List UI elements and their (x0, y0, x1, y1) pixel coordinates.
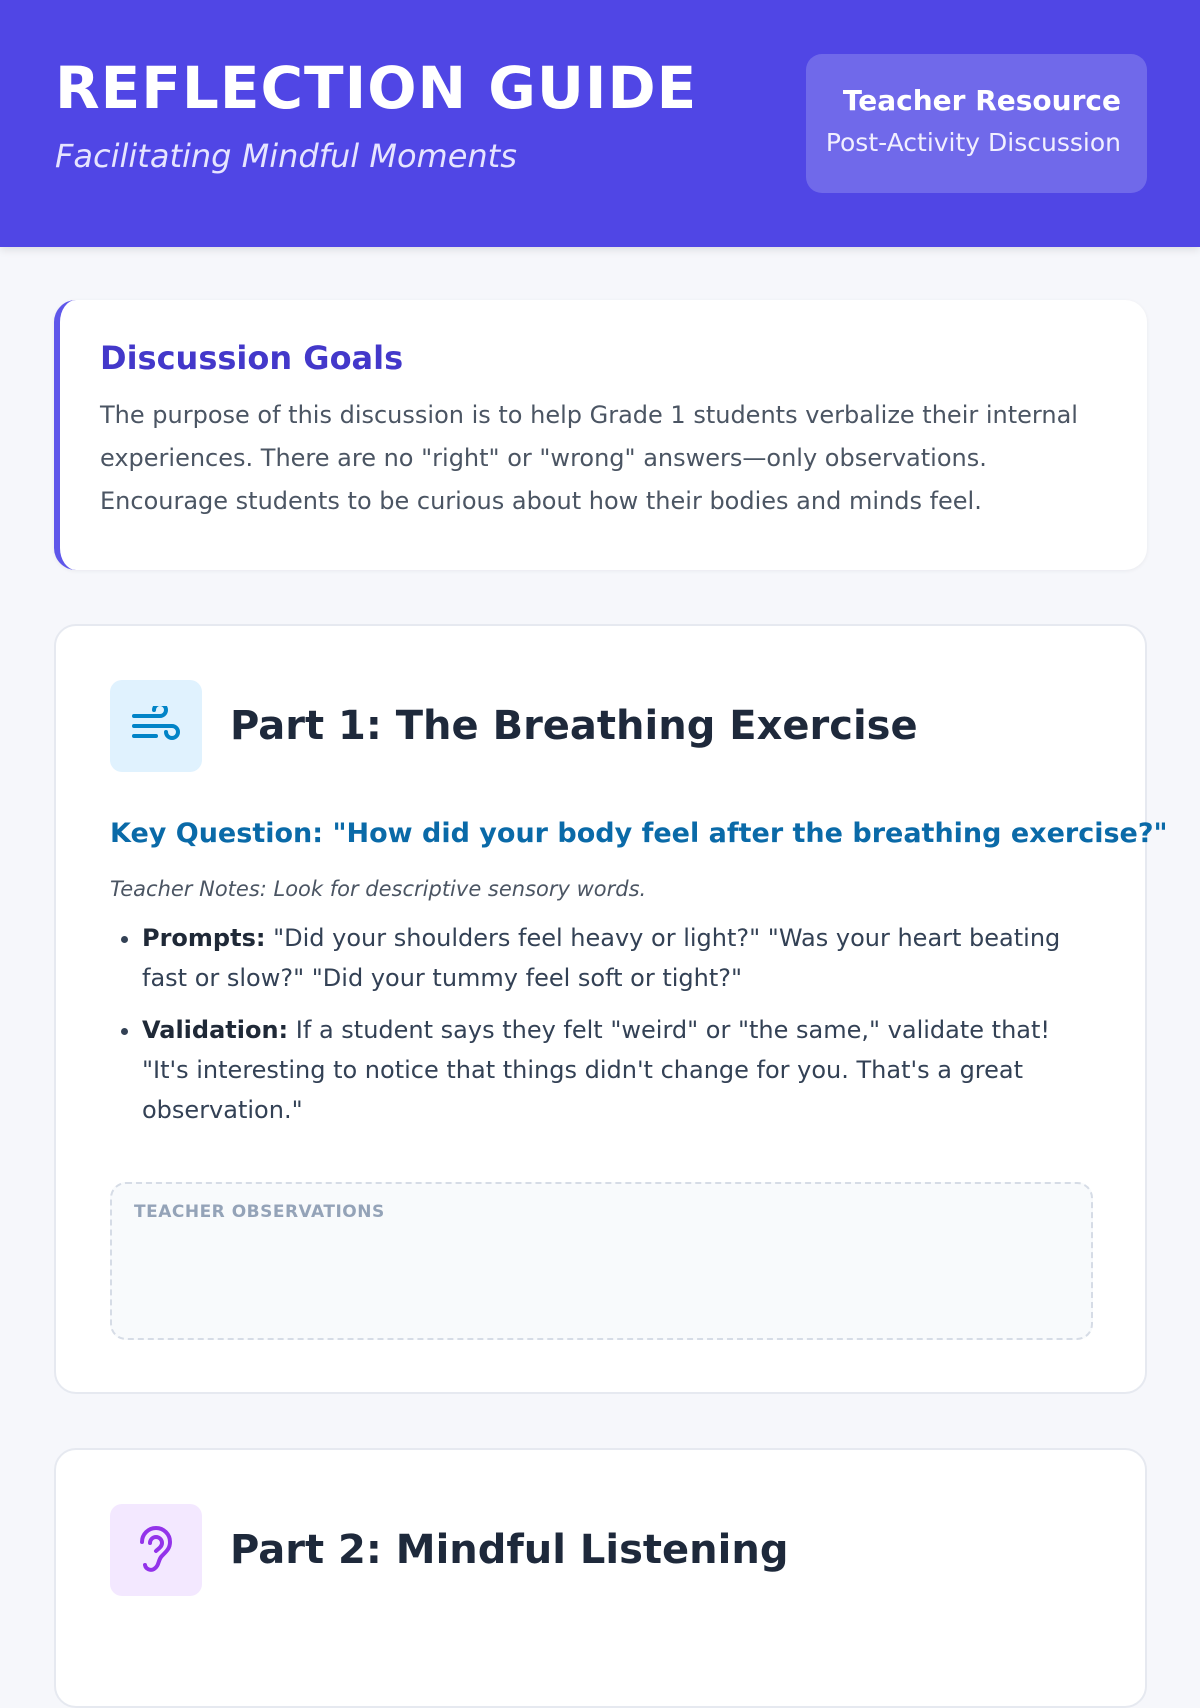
part-2-card (54, 1448, 1147, 1708)
discussion-goals-card (54, 300, 1147, 570)
part-1-title: Part 1: The Breathing Exercise (230, 703, 918, 749)
list-item-text: If a student says they felt "weird" or "the same," validate that! "It's interesting to notice that things didn't change for you. That's a great observation." (142, 1016, 1051, 1124)
teacher-notes: Teacher Notes: Look for descriptive sensory words. (110, 877, 647, 901)
resource-badge (806, 54, 1147, 193)
part-2-title: Part 2: Mindful Listening (230, 1527, 789, 1573)
wind-icon (110, 680, 202, 772)
list-item (142, 918, 1097, 998)
teacher-observations-field[interactable] (110, 1182, 1093, 1340)
list-item (142, 1010, 1097, 1130)
list-item-label: Validation: (142, 1016, 289, 1044)
page-title: REFLECTION GUIDE (55, 54, 698, 122)
teacher-observations-label: TEACHER OBSERVATIONS (134, 1202, 385, 1222)
list-item-label: Prompts: (142, 924, 266, 952)
part-2-header (110, 1504, 788, 1596)
badge-title: Teacher Resource (842, 84, 1121, 117)
key-question: Key Question: "How did your body feel after the breathing exercise?" (110, 818, 1168, 849)
part-1-card (54, 624, 1168, 1394)
part-1-header (110, 680, 918, 772)
ear-icon (110, 1504, 202, 1596)
discussion-goals-text: The purpose of this discussion is to help Grade 1 students verbalize their internal experiences. There are no "right" or "wrong" answers—only observations. Encourage students to be curious about how their bodies and minds feel. (100, 401, 1078, 515)
prompt-list (110, 918, 1097, 1142)
badge-subtitle: Post-Activity Discussion (825, 128, 1121, 157)
page-header (0, 0, 1200, 247)
list-item-text: "Did your shoulders feel heavy or light?" "Was your heart beating fast or slow?" "Did your tummy feel soft or tight?" (142, 924, 1061, 992)
discussion-goals-title: Discussion Goals (100, 339, 404, 377)
page-subtitle: Facilitating Mindful Moments (55, 137, 517, 175)
